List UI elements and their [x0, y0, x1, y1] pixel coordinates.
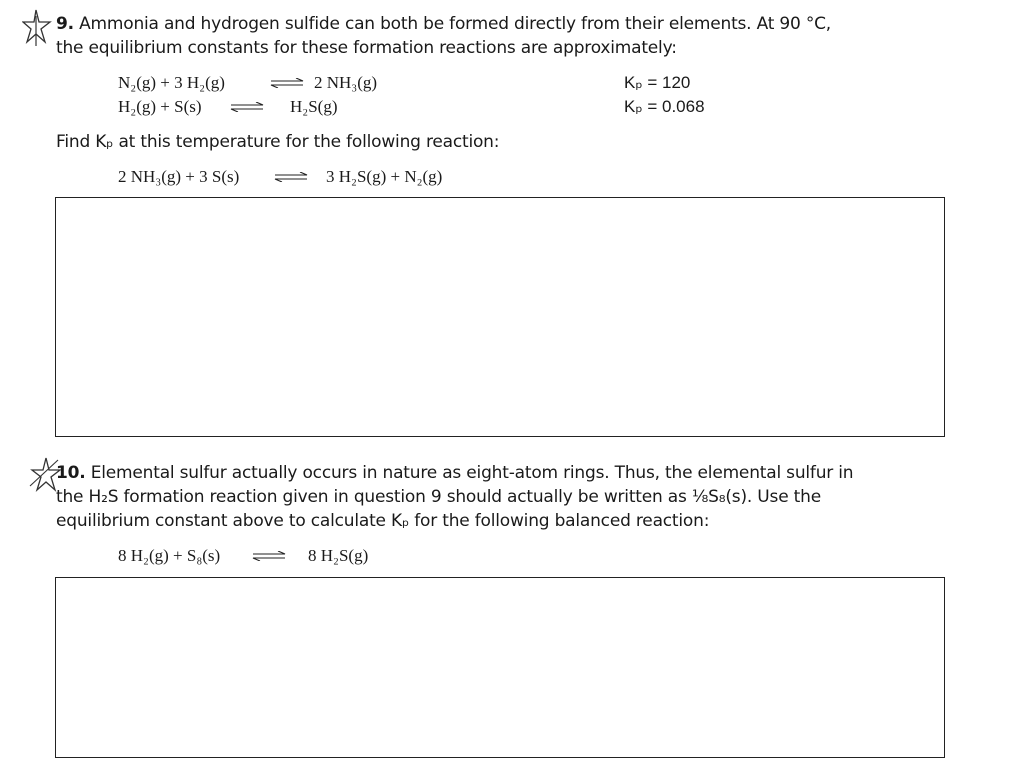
question-9-instruction: Find Kₚ at this temperature for the following reaction:: [56, 132, 500, 152]
answer-box-question-9[interactable]: [55, 197, 945, 437]
question-9-number: 9.: [56, 14, 74, 34]
star-mark-icon: [22, 8, 52, 48]
question-10-line-2: the H₂S formation reaction given in question 9 should actually be written as ⅛S₈(s). Use the: [56, 487, 821, 507]
question-10-line-3: equilibrium constant above to calculate Kₚ for the following balanced reaction:: [56, 511, 710, 531]
equilibrium-arrow-icon: [252, 551, 286, 561]
target-reaction-9-products: 3 H₂S(g) + N₂(g): [326, 167, 443, 186]
equilibrium-arrow-icon: [230, 102, 264, 112]
target-reaction-10-products: 8 H₂S(g): [308, 546, 369, 565]
reaction-1-reactants: N₂(g) + 3 H₂(g): [118, 73, 225, 92]
reaction-1-kp: Kₚ = 120: [624, 73, 691, 92]
reaction-2-reactants: H₂(g) + S(s): [118, 97, 202, 116]
question-9-line-1: 9. Ammonia and hydrogen sulfide can both be formed directly from their elements. At 90 °C,: [56, 14, 832, 34]
equilibrium-arrow-icon: [270, 78, 304, 88]
equilibrium-arrow-icon: [274, 172, 308, 182]
reaction-2-kp: Kₚ = 0.068: [624, 97, 705, 116]
target-reaction-9-reactants: 2 NH₃(g) + 3 S(s): [118, 167, 240, 186]
reaction-2-products: H₂S(g): [290, 97, 338, 116]
target-reaction-10-reactants: 8 H₂(g) + S₈(s): [118, 546, 221, 565]
question-9-line-2: the equilibrium constants for these formation reactions are approximately:: [56, 38, 677, 58]
answer-box-question-10[interactable]: [55, 577, 945, 758]
question-10-line-1: 10. Elemental sulfur actually occurs in nature as eight-atom rings. Thus, the elemental sulfur in: [56, 463, 854, 483]
reaction-1-products: 2 NH₃(g): [314, 73, 378, 92]
question-10-number: 10.: [56, 463, 86, 483]
